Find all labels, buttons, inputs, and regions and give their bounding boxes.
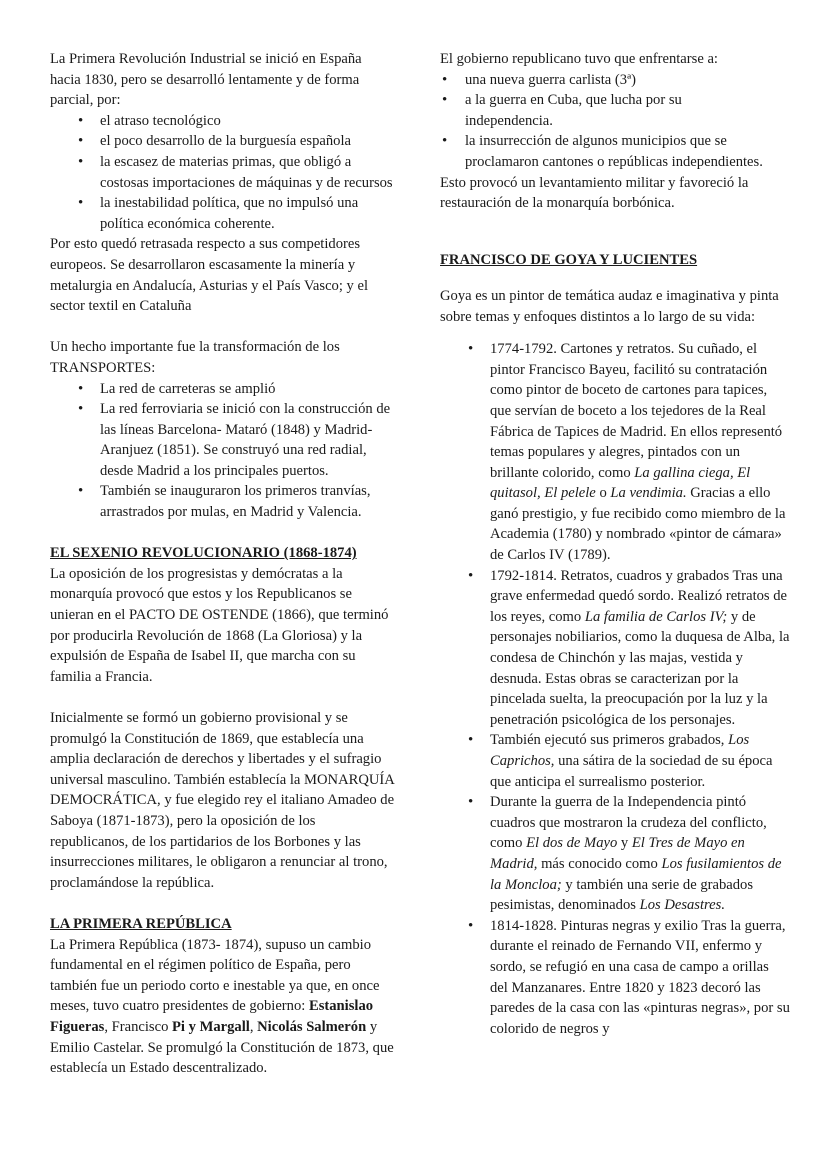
text: , <box>249 1018 258 1035</box>
paragraph: Goya es un pintor de temática audaz e imaginativa y pinta sobre temas y enfoques distintos a lo largo de su vida: <box>440 287 779 325</box>
paragraph <box>50 935 395 1079</box>
artwork-title: El Tres de Mayo en Madrid, <box>490 835 745 872</box>
artwork-title: La gallina ciega, El quitasol, El pelele <box>490 464 751 502</box>
section-heading-republica: LA PRIMERA REPÚBLICA <box>50 915 232 932</box>
right-column <box>440 49 800 1039</box>
text: 1814-1828. Pinturas negras y exilio Tras la guerra, durante el reinado de Fernando VII, enfermo y sordo, se refugió en una casa de campo a orillas del Manzanares. Entre 1820 y 1823 decoró las paredes de la casa con las «pinturas negras», por su colorido de negros y <box>490 917 790 1037</box>
artwork-title: El dos de Mayo <box>526 835 618 852</box>
list-item <box>440 339 790 566</box>
artwork-title: Los Caprichos, <box>490 732 750 769</box>
text: más conocido como <box>537 855 662 872</box>
paragraph: La oposición de los progresistas y demócratas a la monarquía provocó que estos y los Republicanos se unieran en el PACTO DE OSTENDE (1866), que terminó por producirla Revolución de 1868 (La Gloriosa) y la expulsión de España de Isabel II, que marcha con su familia a Francia. <box>50 565 389 685</box>
list-item: • a la guerra en Cuba, que lucha por su independencia. <box>440 90 725 131</box>
paragraph: Por esto quedó retrasada respecto a sus competidores europeos. Se desarrollaron escasamente la minería y metalurgia en Andalucía, Asturias y el País Vasco; y el sector textil en Cataluña <box>50 236 369 315</box>
list-item: • la inestabilidad política, que no impulsó una política económica coherente. <box>50 193 395 234</box>
paragraph: Inicialmente se formó un gobierno provisional y se promulgó la Constitución de 1869, que establecía una amplia declaración de derechos y libertades y el sufragio universal masculino. También establecía la MONARQUÍA DEMOCRÁTICA, y fue elegido rey el italiano Amadeo de Saboya (1871-1873), pero la oposición de los republicanos, de los partidarios de los Borbones y las insurrecciones militares, le obligaron a renunciar al trono, proclamándose la república. <box>50 710 395 891</box>
transport-list <box>50 379 395 523</box>
text: y Emilio Castelar. Se promulgó la Constitución de 1873, que establecía un Estado descentralizado. <box>50 1018 394 1077</box>
bold-name: Nicolás Salmerón <box>257 1018 367 1035</box>
text: 1774-1792. Cartones y retratos. Su cuñado, el pintor Francisco Bayeu, facilitó su contratación como pintor de boceto de cartones para tapices, que servían de boceto a los tejedores de la Real Fábrica de Tapices de Madrid. En ellos representó temas populares y alegres, pintados con un brillante colorido, como <box>490 341 783 481</box>
paragraph: El gobierno republicano tuvo que enfrentarse a: <box>440 51 718 67</box>
paragraph: Un hecho importante fue la transformación de los TRANSPORTES: <box>50 339 340 376</box>
artwork-title: Los Desastres. <box>639 897 725 914</box>
text: Gracias a ello ganó prestigio, y fue recibido como miembro de la Academia (1780) y nombrado «pintor de cámara» de Carlos IV (1789). <box>490 485 786 564</box>
problems-list <box>440 70 800 173</box>
text: También ejecutó sus primeros grabados, <box>490 732 729 749</box>
list-item: • También se inauguraron los primeros tranvías, arrastrados por mulas, en Madrid y Valencia. <box>50 481 395 522</box>
list-item: • el atraso tecnológico <box>50 111 395 132</box>
list-item: • la escasez de materias primas, que obligó a costosas importaciones de máquinas y de recursos <box>50 152 395 193</box>
paragraph: Esto provocó un levantamiento militar y favoreció la restauración de la monarquía borbónica. <box>440 174 749 212</box>
section-heading-goya: FRANCISCO DE GOYA Y LUCIENTES <box>440 252 698 269</box>
text: , Francisco <box>104 1018 173 1035</box>
list-item: • La red de carreteras se amplió <box>50 379 395 400</box>
left-column <box>50 49 395 1079</box>
list-item <box>440 792 790 916</box>
text: o <box>595 485 611 502</box>
bold-name: Pi y Margall <box>172 1018 250 1035</box>
goya-periods-list <box>440 339 790 1039</box>
text: una sátira de la sociedad de su época que anticipa el surrealismo posterior. <box>490 753 773 790</box>
text: Durante la guerra de la Independencia pintó cuadros que mostraron la crudeza del conflicto, como <box>490 794 767 852</box>
text: y también una serie de grabados pesimistas, denominados <box>490 876 754 914</box>
text: y de personajes nobiliarios, como la duquesa de Alba, la condesa de Chinchón y las majas, vestida y desnuda. Estas obras se caracterizan por la pincelada suelta, la preocupación por la luz y la penetración psicológica de los personajes. <box>490 608 790 728</box>
list-item <box>440 730 790 792</box>
text: 1792-1814. Retratos, cuadros y grabados Tras una grave enfermedad quedó sordo. Realizó retratos de los reyes, como <box>490 567 788 625</box>
list-item: • la insurrección de algunos municipios que se proclamaron cantones o repúblicas independientes. <box>440 131 800 172</box>
section-heading-sexenio: EL SEXENIO REVOLUCIONARIO (1868-1874) <box>50 545 357 562</box>
causes-list <box>50 111 395 235</box>
text: La Primera República (1873- 1874), supuso un cambio fundamental en el régimen político de España, pero también fue un periodo corto e inestable ya que, en once meses, tuvo cuatro presidentes de gobierno: <box>50 936 380 1015</box>
list-item: • una nueva guerra carlista (3ª) <box>440 70 800 91</box>
text: y <box>617 835 632 852</box>
list-item: • La red ferroviaria se inició con la construcción de las líneas Barcelona- Mataró (1848) y Madrid-Aranjuez (1851). Se construyó una red radial, desde Madrid a los principales puertos. <box>50 399 395 481</box>
artwork-title: La familia de Carlos IV; <box>584 608 728 625</box>
list-item <box>440 566 790 731</box>
artwork-title: Los fusilamientos de la Moncloa; <box>490 855 782 893</box>
artwork-title: La vendimia. <box>610 485 687 502</box>
list-item <box>440 916 790 1040</box>
paragraph: La Primera Revolución Industrial se inició en España hacia 1830, pero se desarrolló lentamente y de forma parcial, por: <box>50 51 362 109</box>
list-item: • el poco desarrollo de la burguesía española <box>50 131 395 152</box>
bold-name: Estanislao Figueras <box>50 998 374 1035</box>
